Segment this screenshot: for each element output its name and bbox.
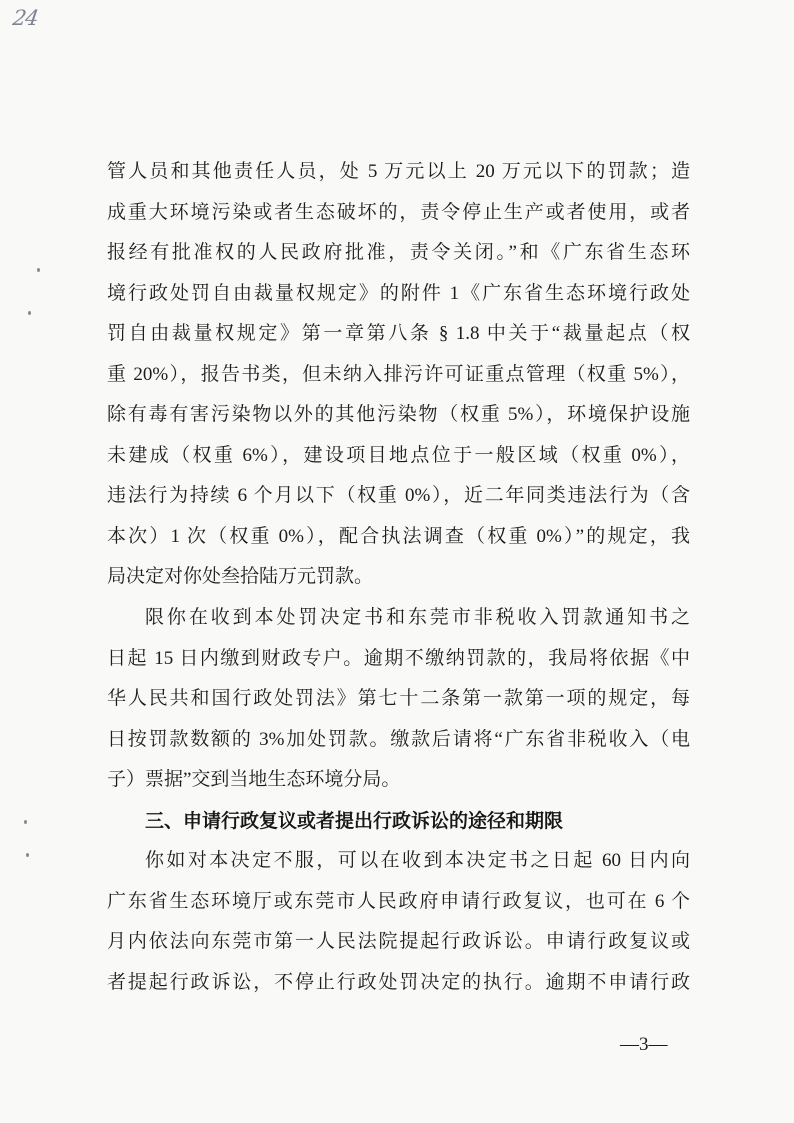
- body-line: 境行政处罚自由裁量权规定》的附件 1《广东省生态环境行政处: [107, 282, 690, 304]
- paragraph-payment-deadline: [107, 598, 690, 801]
- body-line: 者提起行政诉讼，不停止行政处罚决定的执行。逾期不申请行政: [107, 971, 690, 993]
- scan-speck: [24, 820, 27, 824]
- section-heading: 三、申请行政复议或者提出行政诉讼的途径和期限: [145, 809, 564, 832]
- scan-speck: [37, 268, 40, 272]
- handwritten-note: 24: [11, 6, 40, 30]
- body-line: 局决定对你处叁拾陆万元罚款。: [107, 566, 374, 588]
- body-line: 除有毒有害污染物以外的其他污染物（权重 5%），环境保护设施: [107, 404, 690, 426]
- page-number: —3—: [620, 1034, 668, 1055]
- body-line: 管人员和其他责任人员，处 5 万元以上 20 万元以下的罚款；造: [107, 161, 690, 182]
- body-line: 本次）1 次（权重 0%），配合执法调查（权重 0%）”的规定，我: [107, 525, 690, 547]
- body-line: 未建成（权重 6%），建设项目地点位于一般区域（权重 0%），: [107, 444, 690, 466]
- body-line: 限你在收到本处罚决定书和东莞市非税收入罚款通知书之: [145, 607, 690, 629]
- body-line: 罚自由裁量权规定》第一章第八条 § 1.8 中关于“裁量起点（权: [107, 323, 690, 345]
- paragraph-penalty-basis: [107, 152, 690, 598]
- body-line: 违法行为持续 6 个月以下（权重 0%），近二年同类违法行为（含: [107, 485, 690, 507]
- paragraph-appeal-rights: [107, 841, 690, 1003]
- body-line: 月内依法向东莞市第一人民法院提起行政诉讼。申请行政复议或: [107, 931, 690, 953]
- body-line: 报经有批准权的人民政府批准，责令关闭。”和《广东省生态环: [107, 242, 690, 264]
- body-line: 子）票据”交到当地生态环境分局。: [107, 769, 401, 791]
- body-line: 华人民共和国行政处罚法》第七十二条第一款第一项的规定，每: [107, 688, 690, 710]
- body-line: 重 20%），报告书类，但未纳入排污许可证重点管理（权重 5%），: [107, 363, 690, 385]
- document-body: [107, 152, 690, 1003]
- body-line: 广东省生态环境厅或东莞市人民政府申请行政复议，也可在 6 个: [107, 890, 690, 912]
- body-line: 你如对本决定不服，可以在收到本决定书之日起 60 日内向: [145, 850, 690, 872]
- scan-speck: [28, 311, 31, 315]
- body-line: 成重大环境污染或者生态破坏的，责令停止生产或者使用，或者: [107, 201, 690, 223]
- scan-speck: [26, 853, 29, 857]
- body-line: 日起 15 日内缴到财政专户。逾期不缴纳罚款的，我局将依据《中: [107, 647, 690, 669]
- body-line: 日按罚款数额的 3%加处罚款。缴款后请将“广东省非税收入（电: [107, 728, 690, 750]
